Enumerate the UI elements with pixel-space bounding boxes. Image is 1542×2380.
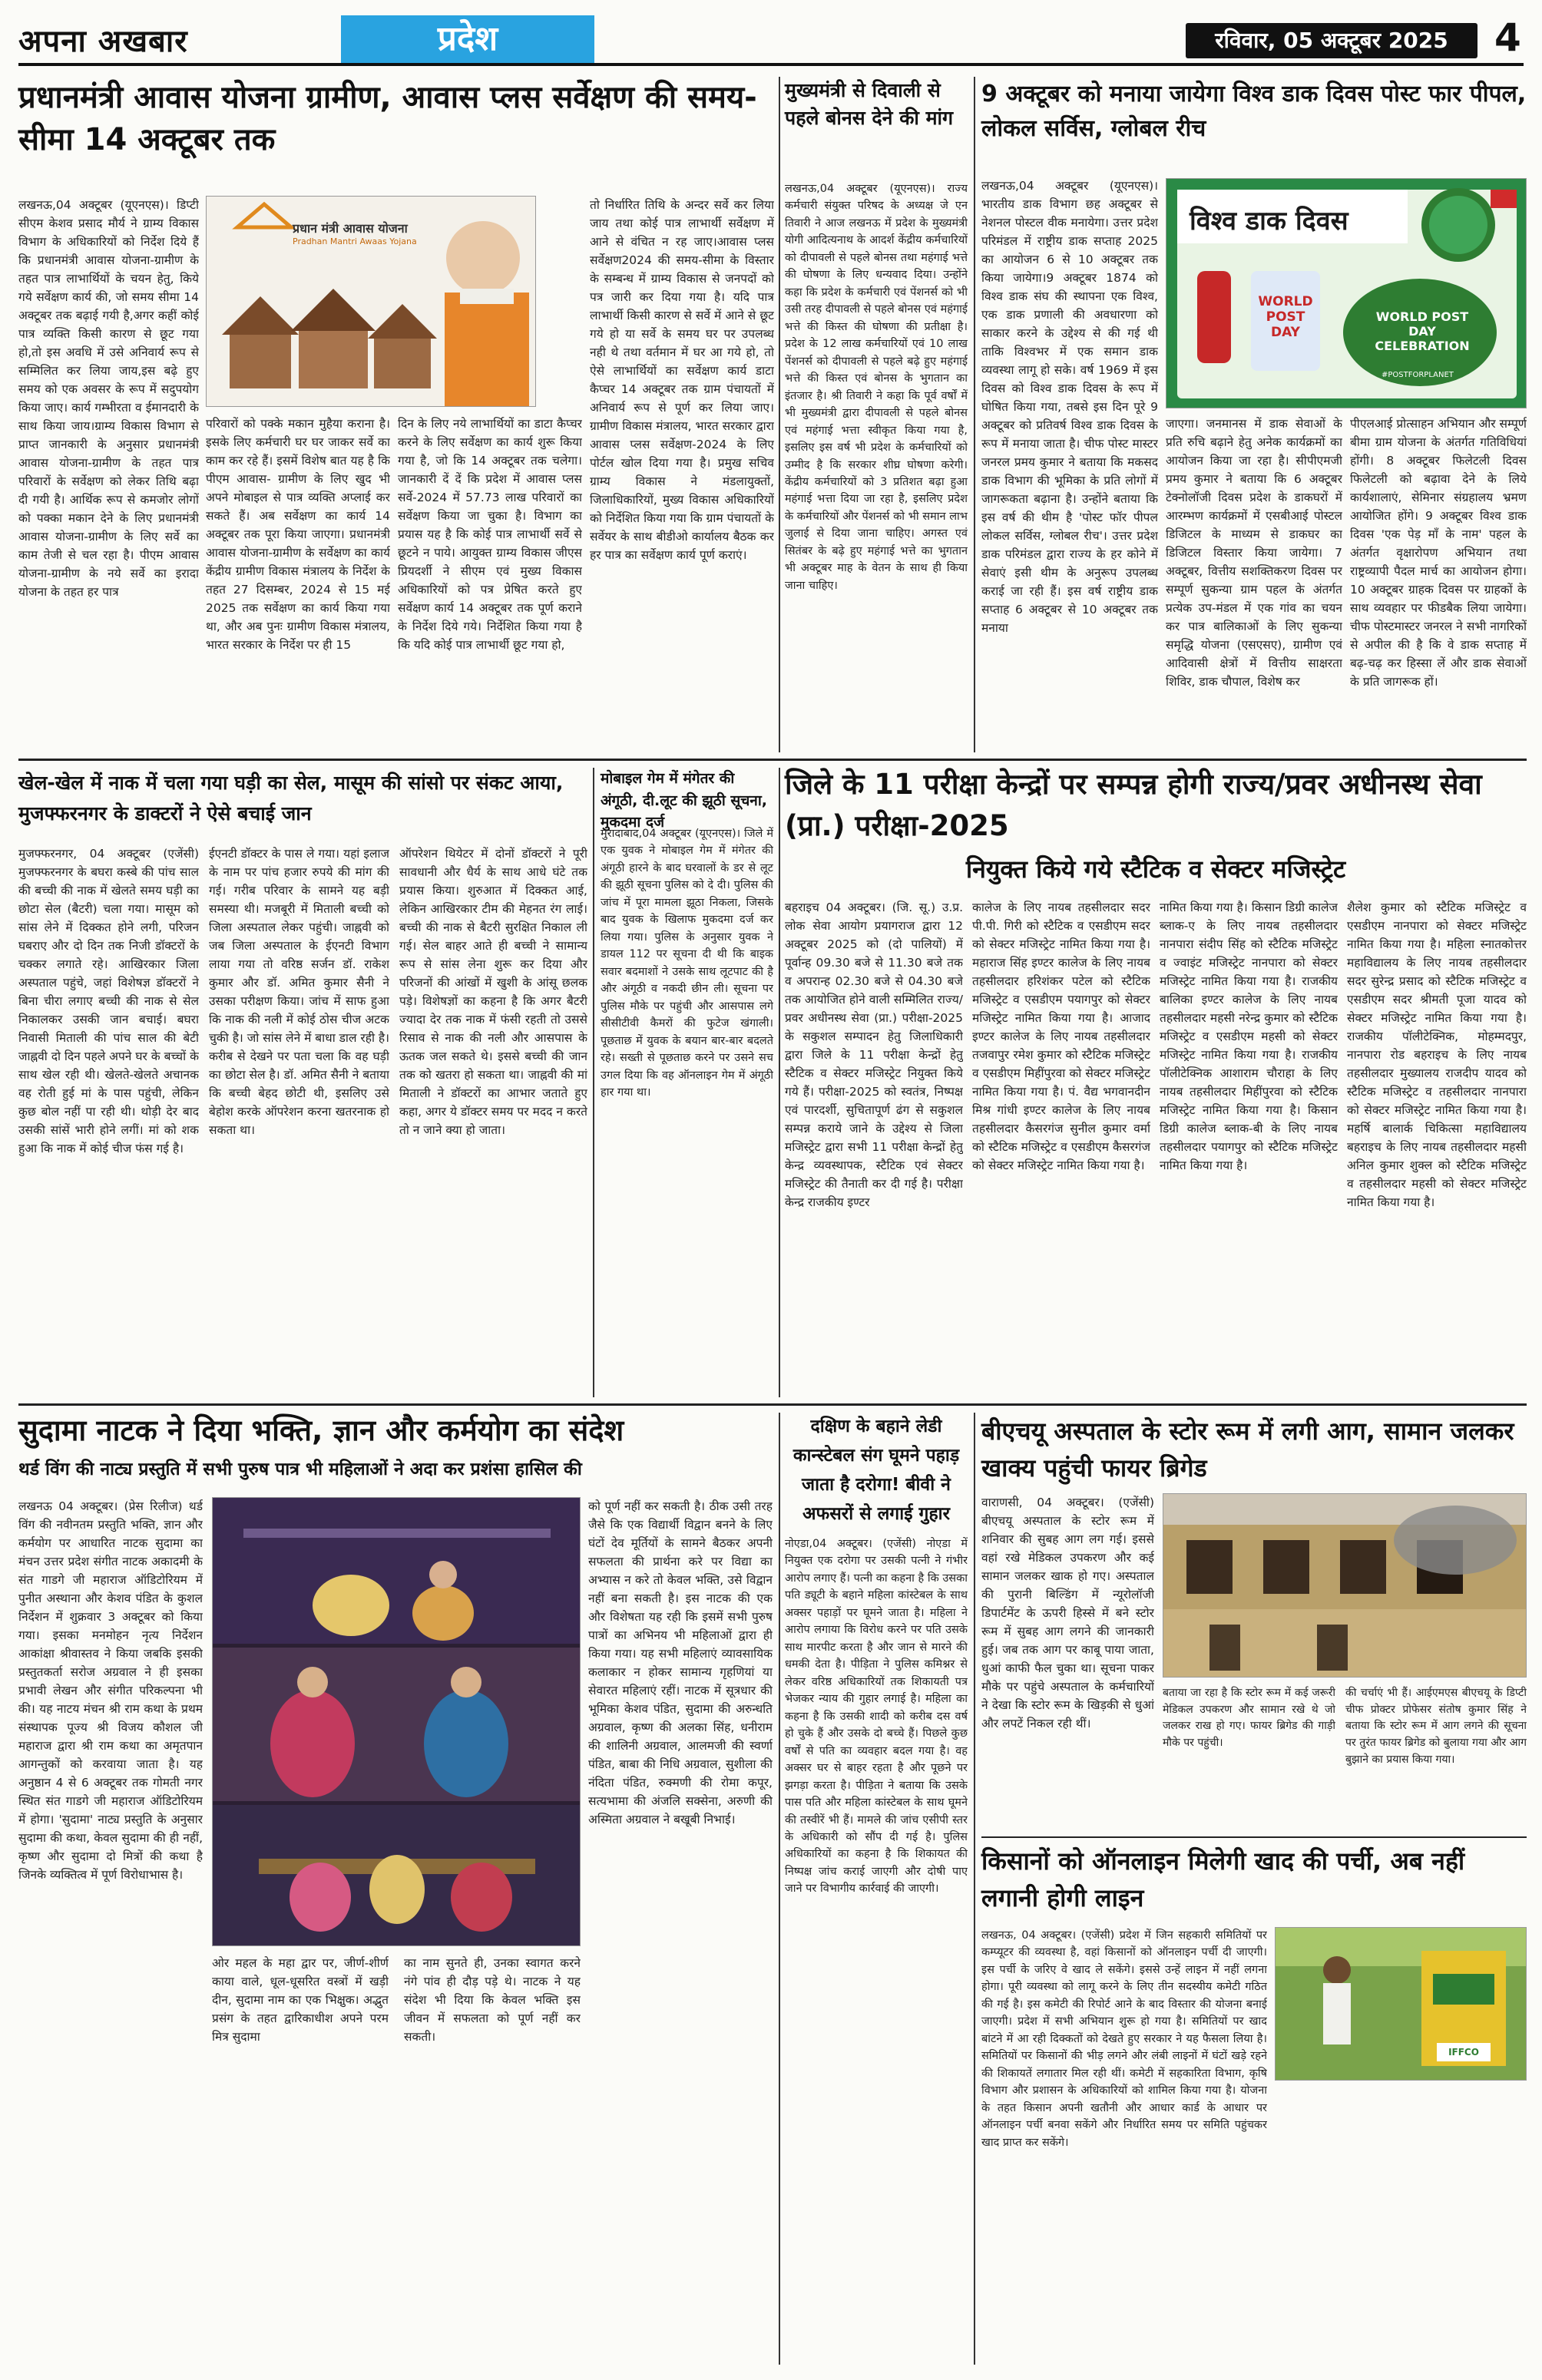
sudama-col-3: ओर महल के महा द्वार पर, जीर्ण-शीर्ण काया वाले, धूल-धूसरित वस्त्रों में खड़ी दीन, सुदामा नाम का एक भिक्षुक। अद्भुत प्रसंग के तहत द्वारिकाधीश अपने परम मित्र सुदामा [212,1956,389,2044]
section-divider [18,759,1527,761]
post-banner-hashtag: #POSTFORPLANET [1382,371,1454,379]
column-rule [779,1413,780,2365]
section-divider [18,1403,1527,1406]
headline-pmay: प्रधानमंत्री आवास योजना ग्रामीण, आवास प्लस सर्वेक्षण की समय-सीमा 14 अक्टूबर तक [18,80,757,158]
pmay-col-3: दिन के लिए नये लाभार्थियों का डाटा कैप्चर करने के लिए सर्वेक्षण का कार्य शुरू किया गया है, जो कि 14 अक्टूबर तक चलेगा। जानकारी दें दें कि प्रदेश में आवास प्लस सर्वे-2024 में 57.73 लाख परिवारों का सर्वेक्षण किया जा चुका है। विभाग का प्रयास यह है कि कोई पात्र लाभार्थी सर्वे से छूटने न पाये। आयुक्त ग्राम्य विकास जीएस प्रियदर्शी ने सीएम एवं मुख्य विकास अधिकारियों को पत्र प्रेषित करते हुए सर्वेक्षण कार्य 14 अक्टूबर तक पूर्ण कराने के निर्देश दिये गये। निर्देशित किया गया है कि यदि कोई पात्र लाभार्थी छूट गया हो, [398,417,582,653]
fire-building [1163,1494,1527,1678]
exam-col-4: शैलेश कुमार को स्टैटिक मजिस्ट्रेट व एसडीएम नानपारा को सेक्टर मजिस्ट्रेट नामित किया गया है। महिला स्नातकोत्तर महाविद्यालय के लिए नायब तहसीलदार सदर सुरेन्द्र प्रसाद को स्टैटिक मजिस्ट्रेट व एसडीएम सदर श्रीमती पूजा यादव को सेक्टर मजिस्ट्रेट नामित किया गया है। राजकीय पॉलीटेक्निक, मोहम्मदपुर, नानपारा रोड बहराइच के लिए नायब तहसीलदार मुख्यालय राजदीप यादव को स्टैटिक मजिस्ट्रेट व तहसीलदार नानपारा को सेक्टर मजिस्ट्रेट नामित किया गया है। महर्षि बालार्क चिकित्सा महाविद्यालय बहराइच के लिए नायब तहसीलदार महसी अनिल कुमार शुक्ल को स्टैटिक मजिस्ट्रेट व तहसीलदार महसी को सेक्टर मजिस्ट्रेट नामित किया गया है। [1347,901,1527,1210]
post-banner-day: WORLD POST DAY [1258,294,1313,340]
post-banner-celebration: WORLD POST DAY CELEBRATION [1375,309,1470,353]
bonus-text: लखनऊ,04 अक्टूबर (यूएनएस)। राज्य कर्मचारी संयुक्त परिषद के अध्यक्ष जे एन तिवारी ने आज लखनऊ में प्रदेश के मुख्यमंत्री योगी आदित्यनाथ के आदर्श केंद्रीय कर्मचारियों को दीपावली से पहले बोनस तथा महंगाई भत्ते की घोषणा के लिए धन्यवाद दिया। उन्होंने कहा कि प्रदेश के कर्मचारी एवं पेंशनर्स को भी उसी तरह दीपावली से पहले बोनस एवं महंगाई भत्ते की किस्त की घोषणा की प्रतीक्षा है। प्रदेश के 12 लाख कर्मचारियों एवं 10 लाख पेंशनर्स को दीपावली से पहले बढ़े हुए महंगाई भत्ते की किस्त एवं बोनस के भुगतान का इंतजार है। श्री तिवारी ने कहा कि पूर्व वर्षों में भी मुख्यमंत्री द्वारा दीपावली से पहले बोनस एवं महंगाई भत्ता स्वीकृत किया गया है, इसलिए इस वर्ष भी प्रदेश के कर्मचारियों को उम्मीद है कि सरकार शीघ्र घोषणा करेगी। केंद्रीय कर्मचारियों को 3 प्रतिशत बढ़ा हुआ महंगाई भत्ता दिया जा रहा है, इसलिए प्रदेश के कर्मचारियों और पेंशनर्स को भी समान लाभ जुलाई से दिया जाना चाहिए। अगस्त एवं सितंबर के बढ़े हुए महंगाई भत्ते का भुगतान भी अक्टूबर माह के वेतन के साथ ही किया जाना चाहिए। [785,183,968,592]
issue-date: रविवार, 05 अक्टूबर 2025 [1186,23,1477,58]
pmay-col-1: लखनऊ,04 अक्टूबर (यूएनएस)। डिप्टी सीएम केशव प्रसाद मौर्य ने ग्राम्य विकास विभाग के अधिकारियों को निर्देश दिये हैं कि प्रधानमंत्री आवास योजना-ग्रामीण के तहत पात्र लाभार्थियों के चयन हेतु, किये गये सर्वेक्षण कार्य की, जो समय सीमा 14 अक्टूबर तक बढ़ाई गयी है,अगर कहीं कोई पात्र व्यक्ति किसी कारण से छूट गया हो,तो इस अवधि में उसे अनिवार्य रूप से सम्मिलित कर लिया जाय,इस बढ़े हुए समय को एक अवसर के रूप में सदुपयोग किया जाए। कार्य गम्भीरता व ईमानदारी के साथ किया जाय।ग्राम्य विकास विभाग से प्राप्त जानकारी के अनुसार प्रधानमंत्री आवास योजना-ग्रामीण के तहत पात्र परिवारों के सर्वेक्षण को लेकर तिथि बढ़ा दी गयी है। आर्थिक रूप से कमजोर लोगों को पक्का मकान देने के लिए प्रधानमंत्री आवास योजना-ग्रामीण के लिए सर्वे का काम तेजी से चल रहा है। पीएम आवास योजना-ग्रामीण के नये सर्वे का इरादा योजना के तहत हर पात्र [18,198,199,600]
nose-col-3: ऑपरेशन थियेटर में दोनों डॉक्टरों ने पूरी सावधानी और धैर्य के साथ आधे घंटे तक प्रयास किया। शुरुआत में दिक्कत आई, लेकिन आखिरकार टीम की मेहनत रंग लाई। बच्ची की नाक से बैटरी सुरक्षित निकाल ली गई। सेल बाहर आते ही बच्ची ने सामान्य रूप से सांस लेना शुरू कर दिया और परिजनों की आंखों में खुशी के आंसू छलक पड़े। विशेषज्ञों का कहना है कि अगर बैटरी ज्यादा देर तक नाक में फंसी रहती तो उससे रिसाव से नाक की नली और आसपास के ऊतक जल सकते थे। इससे बच्ची की जान तक को खतरा हो सकता था। जाह्नवी की मां मिताली ने डॉक्टरों का आभार जताते हुए कहा, अगर ये डॉक्टर समय पर मदद न करते तो न जाने क्या हो जाता। [399,847,587,1138]
farmer-text: लखनऊ, 04 अक्टूबर। (एजेंसी) प्रदेश में जिन सहकारी समितियों पर कम्प्यूटर की व्यवस्था है, वहां किसानों को ऑनलाइन पर्ची दी जाएगी। इस पर्ची के जरिए वे खाद ले सकेंगे। इससे उन्हें लाइन में नहीं लगना होगा। पूरी व्यवस्था को लागू करने के लिए तीन सदस्यीय कमेटी गठित की गई है। इस कमेटी की रिपोर्ट आने के बाद विस्तार की योजना बनाई जाएगी। प्रदेश में सभी अभियान शुरू हो गया है। समितियों पर खाद बांटने में आ रही दिक्कतों को देखते हुए सरकार ने यह फैसला लिया है। समितियों पर किसानों की भीड़ लगने और लंबी लाइनों में घंटों खड़े रहने की शिकायतें लगातार मिल रही थीं। कमेटी में सहकारिता विभाग, कृषि विभाग और प्रशासन के अधिकारियों को शामिल किया गया है। योजना के तहत किसान अपनी खतौनी और आधार कार्ड के आधार पर ऑनलाइन पर्ची बनवा सकेंगे और निर्धारित समय पर समिति पहुंचकर खाद प्राप्त कर सकेंगे। [981,1929,1267,2149]
nose-col-1: मुजफ्फरनगर, 04 अक्टूबर (एजेंसी) मुजफ्फरनगर के बघरा कस्बे की पांच साल की बच्ची की नाक में खेलते समय घड़ी का छोटा सेल (बैटरी) चला गया। मासूम को सांस लेने में दिक्कत होने लगी, परिजन घबराए और दो दिन तक निजी डॉक्टरों के चक्कर लगाते रहे। आखिरकार जिला अस्पताल पहुंचे, जहां विशेषज्ञ डॉक्टरों ने बिना चीरा लगाए बच्ची की नाक से सेल निकालकर उसकी जान बचाई। बघरा निवासी मिताली की पांच साल की बेटी जाह्नवी दो दिन पहले अपने घर के बच्चों के साथ खेल रही थी। खेलते-खेलते अचानक वह रोती हुई मां के पास पहुंची, लेकिन कुछ बोल नहीं पा रही थी। थोड़ी देर बाद उसकी सांसें भारी होने लगीं। मां को शक हुआ कि नाक में कोई चीज फंस गई है। [18,847,199,1156]
sudama-photo-collage [212,1497,581,1946]
iffco-bag-label: IFFCO [1448,2047,1479,2058]
headline-sudama: सुदामा नाटक ने दिया भक्ति, ज्ञान और कर्मयोग का संदेश [18,1413,624,1447]
section-label: प्रदेश [341,15,594,63]
pmay-photo [206,196,536,407]
ring-text: मुरादाबाद,04 अक्टूबर (यूएनएस)। जिले में एक युवक ने मोबाइल गेम में मंगेतर की अंगूठी हारने के बाद घरवालों के डर से लूट की झूठी सूचना पुलिस को दे दी। पुलिस की जांच में पूरा मामला झूठा निकला, जिसके बाद युवक के खिलाफ मुकदमा दर्ज कर लिया गया। पुलिस के अनुसार युवक ने डायल 112 पर सूचना दी थी कि बाइक सवार बदमाशों ने उसके साथ लूटपाट की है और अंगूठी व नकदी छीन ली। सूचना पर पुलिस मौके पर पहुंची और आसपास लगे सीसीटीवी कैमरों की फुटेज खंगाली। पूछताछ में युवक के बयान बार-बार बदलते रहे। सख्ती से पूछताछ करने पर उसने सच उगल दिया कि वह ऑनलाइन गेम में अंगूठी हार गया था। [601,828,773,1099]
headline-lady: दक्षिण के बहाने लेडी कान्स्टेबल संग घूमने पहाड़ जाता है दरोगा! बीवी ने अफसरों से लगाई गुहार [793,1416,960,1524]
exam-col-2: कालेज के लिए नायब तहसीलदार सदर पी.पी. गिरी को स्टैटिक व एसडीएम सदर को सेक्टर मजिस्ट्रेट नामित किया गया है। महाराज सिंह इण्टर कालेज के लिए नायब तहसीलदार हरिशंकर पटेल को स्टैटिक मजिस्ट्रेट व एसडीएम पयागपुर को सेक्टर मजिस्ट्रेट नामित किया गया है। आजाद इण्टर कालेज के लिए नायब तहसीलदार तजवापुर रमेश कुमार को स्टैटिक मजिस्ट्रेट व एसडीएम मिहींपुरवा को सेक्टर मजिस्ट्रेट नामित किया गया है। पं. वैद्य भगवानदीन मिश्र गांधी इण्टर कालेज के लिए नायब तहसीलदार कैसरगंज सुनील कुमार वर्मा को स्टैटिक मजिस्ट्रेट व एसडीएम कैसरगंज को सेक्टर मजिस्ट्रेट नामित किया गया है। [972,901,1150,1173]
fire-col-1: वाराणसी, 04 अक्टूबर। (एजेंसी) बीएचयू अस्पताल के स्टोर रूम में शनिवार की सुबह आग लग गई। इससे वहां रखे मेडिकल उपकरण और कई सामान जलकर खाक हो गए। अस्पताल की पुरानी बिल्डिंग में न्यूरोलॉजी डिपार्टमेंट के ऊपरी हिस्से में बने स्टोर रूम में सुबह आग लगने की जानकारी हुई। जब तक आग पर काबू पाया जाता, धुआं काफी फैल चुका था। सूचना पाकर मौके पर पहुंचे अस्पताल के कर्मचारियों ने देखा कि स्टोर रूम के खिड़की से धुआं और लपटें निकल रही थीं। [981,1496,1154,1731]
section-divider [981,1836,1527,1838]
headline-nose: खेल-खेल में नाक में चला गया घड़ी का सेल, मासूम की सांसो पर संकट आया, मुजफ्फरनगर के डाक्टरों ने ऐसे बचाई जान [18,772,564,825]
fire-col-2: की चर्चाएं भी हैं। आईएमएस बीएचयू के डिप्टी चीफ प्रोक्टर प्रोफेसर संतोष कुमार सिंह ने बताया कि स्टोर रूम में आग लगने की सूचना पर तुरंत फायर ब्रिगेड को बुलाया गया और आग बुझाने का प्रयास किया गया। [1345,1687,1527,1766]
sudama-col-2: को पूर्ण नहीं कर सकती है। ठीक उसी तरह जैसे कि एक विद्यार्थी विद्वान बनने के लिए घंटों देव मूर्तियों के सामने बैठकर अपनी सफलता की प्रार्थना करे पर विद्या का अभ्यास न करे तो केवल भक्ति, उसे विद्वान नहीं बना सकती है। इस नाटक की एक और विशेषता यह रही कि इसमें सभी पुरुष पात्रों का अभिनय भी महिलाओं द्वारा ही किया गया। यह सभी महिलाएं व्यावसायिक कलाकार न होकर सामान्य गृहणियां या सेवारत महिलाएं रहीं। नाटक में सूत्रधार की भूमिका केशव पंडित, सुदामा की अरुन्धति अग्रवाल, कृष्ण की अलका सिंह, धनीराम की शालिनी अग्रवाल, आलमजी की स्वर्णा पंडित, बाबा की निधि अग्रवाल, सुशीला की नंदिता पंडित, रुक्मणी की रोमा कपूर, सत्यभामा की अंजलि सक्सेना, अरुणी की अस्मिता अग्रवाल ने बखूबी निभाई। [588,1499,773,1827]
newspaper-name: अपना अखबार [18,24,188,59]
column-rule [779,77,780,752]
fire-caption: बताया जा रहा है कि स्टोर रूम में कई जरूरी मेडिकल उपकरण और सामान रखे थे जो जलकर राख हो गए। फायर ब्रिगेड की गाड़ी मौके पर पहुंची। [1163,1687,1335,1750]
post-col-2: जाएगा। जनमानस में डाक सेवाओं के प्रति रुचि बढ़ाने हेतु अनेक कार्यक्रमों का आयोजन किया जा रहा है। सीपीएमजी प्रमय कुमार ने बताया कि 6 अक्टूबर टेक्नोलॉजी दिवस प्रदेश के डाकघरों में आरम्भण कार्यक्रमों में एसबीआई पोस्टल डिजिटल के माध्यम से डाकघर का डिजिटल विस्तार किया जायेगा। 7 अक्टूबर, वित्तीय सशक्तिकरण दिवस पर सम्पूर्ण सुकन्या ग्राम पहल के अंतर्गत प्रत्येक उप-मंडल में एक गांव का चयन कर पात्र बालिकाओं के लिए सुकन्या समृद्धि योजना (एसएसए), ग्रामीण एवं आदिवासी क्षेत्रों में वित्तीय साक्षरता शिविर, डाक चौपाल, विशेष कर [1166,417,1342,689]
headline-bonus: मुख्यमंत्री से दिवाली से पहले बोनस देने की मांग [785,79,954,130]
pmay-col-4: तो निर्धारित तिथि के अन्दर सर्वे कर लिया जाय तथा कोई पात्र लाभार्थी सर्वेक्षण में आने से वंचित न रह जाए।आवास प्लस सर्वेक्षण2024 की समय-सीमा के विस्तार के सम्बन्ध में ग्राम्य विकास से जनपदों को पत्र जारी कर दिया गया है। यदि पात्र लाभार्थी किसी कारण से सर्वे में आने से छूट गये हो या सर्वे के समय घर पर उपलब्ध नही थे तथा वर्तमान में घर आ गये हो, तो ऐसे लाभार्थियों का सर्वेक्षण कार्य डाटा कैप्चर 14 अक्टूबर तक ग्राम पंचायतों में अनिवार्य रूप से पूर्ण कर लिया जाए। ग्रामीण विकास मंत्रालय, भारत सरकार द्वारा आवास प्लस सर्वेक्षण-2024 के लिए पोर्टल खोल दिया गया है। प्रमुख सचिव ग्राम्य विकास ने मंडलायुक्तों, जिलाधिकारियों, मुख्य विकास अधिकारियों को निर्देशित किया गया कि ग्राम पंचायतों के सर्वेयर के साथ बीडीओ कार्यालय बैठक कर हर पात्र का सर्वेक्षण कार्य पूर्ण कराएं। [590,198,774,563]
headline-farmer: किसानों को ऑनलाइन मिलेगी खाद की पर्ची, अब नहीं लगानी होगी लाइन [981,1846,1465,1912]
column-rule [593,768,594,1397]
fire-photo [1163,1493,1527,1678]
nose-col-2: ईएनटी डॉक्टर के पास ले गया। यहां इलाज के नाम पर पांच हजार रुपये की मांग की गई। गरीब परिवार के सामने यह बड़ी समस्या थी। मजबूरी में मिताली बच्ची को जिला अस्पताल लेकर पहुंची। जाह्नवी को जब जिला अस्पताल के ईएनटी विभाग लाया गया तो वरिष्ठ सर्जन डॉ. राकेश कुमार और डॉ. अमित कुमार सैनी ने उसका परीक्षण किया। जांच में साफ हुआ कि नाक की नली में कोई ठोस चीज अटक चुकी है। जो सांस लेने में बाधा डाल रही है। करीब से देखने पर पता चला कि वह घड़ी का छोटा सेल है। डॉ. अमित सैनी ने बताया कि बच्ची बेहद छोटी थी, इसलिए उसे बेहोश करके ऑपरेशन करना खतरनाक हो सकता था। [209,847,389,1138]
lady-text: नोएडा,04 अक्टूबर। (एजेंसी) नोएडा में नियुक्त एक दरोगा पर उसकी पत्नी ने गंभीर आरोप लगाए हैं। पत्नी का कहना है कि उसका पति ड्यूटी के बहाने महिला कांस्टेबल के साथ अक्सर पहाड़ों पर घूमने जाता है। महिला ने आरोप लगाया कि विरोध करने पर पति उसके साथ मारपीट करता है और जान से मारने की धमकी देता है। पीड़िता ने पुलिस कमिश्नर से लेकर वरिष्ठ अधिकारियों तक शिकायती पत्र भेजकर न्याय की गुहार लगाई है। महिला का कहना है कि उसकी शादी को करीब दस वर्ष हो चुके हैं और उसके दो बच्चे हैं। पिछले कुछ वर्षों से पति का व्यवहार बदल गया है। वह अक्सर घर से बाहर रहता है और पूछने पर झगड़ा करता है। पीड़िता ने बताया कि उसके पास पति और महिला कांस्टेबल के साथ घूमने की तस्वीरें भी हैं। मामले की जांच एसीपी स्तर के अधिकारी को सौंप दी गई है। पुलिस अधिकारियों का कहना है कि शिकायत की निष्पक्ष जांच कराई जाएगी और दोषी पाए जाने पर विभागीय कार्रवाई की जाएगी। [785,1538,968,1896]
subhead-sudama: थर्ड विंग की नाट्य प्रस्तुति में सभी पुरुष पात्र भी महिलाओं ने अदा कर प्रशंसा हासिल की [18,1459,582,1479]
sudama-col-4: का नाम सुनते ही, उनका स्वागत करने नंगे पांव ही दौड़ पड़े थे। नाटक ने यह संदेश भी दिया कि केवल भक्ति इस जीवन में सफलता को पूर्ण नहीं कर सकती। [404,1956,581,2044]
exam-col-3: नामित किया गया है। किसान डिग्री कालेज ब्लाक-ए के लिए नायब तहसीलदार नानपारा संदीप सिंह को स्टैटिक मजिस्ट्रेट व ज्वाइंट मजिस्ट्रेट नानपारा को सेक्टर मजिस्ट्रेट नामित किया गया है। राजकीय बालिका इण्टर कालेज के लिए नायब तहसीलदार महसी नरेन्द्र कुमार को स्टैटिक मजिस्ट्रेट व एसडीएम महसी को सेक्टर मजिस्ट्रेट नामित किया गया है। राजकीय पॉलीटेक्निक आशाराम चौराहा के लिए नायब तहसीलदार मिहींपुरवा को स्टैटिक मजिस्ट्रेट नामित किया गया है। किसान डिग्री कालेज ब्लाक-बी के लिए नायब तहसीलदार पयागपुर को स्टैटिक मजिस्ट्रेट नामित किया गया है। [1160,901,1338,1173]
headline-post: 9 अक्टूबर को मनाया जायेगा विश्व डाक दिवस पोस्ट फार पीपल, लोकल सर्विस, ग्लोबल रीच [981,81,1527,142]
masthead [18,15,1524,66]
page-number: 4 [1494,15,1521,60]
pmay-logo-subtext: Pradhan Mantri Awaas Yojana [293,236,417,246]
post-col-1: लखनऊ,04 अक्टूबर (यूएनएस)। भारतीय डाक विभाग छह अक्टूबर से नेशनल पोस्टल वीक मनायेगा। उत्तर प्रदेश परिमंडल में राष्ट्रीय डाक सप्ताह 2025 का आयोजन 6 से 10 अक्टूबर तक किया जायेगा।9 अक्टूबर 1874 को विश्व डाक संघ की स्थापना एक विश्व, एक डाक प्रणाली की अवधारणा को साकार करने के उद्देश्य से की गई थी ताकि विश्वभर में एक समान डाक व्यवस्था लागू हो सके। वर्ष 1969 में इस दिवस को विश्व डाक दिवस के रूप में घोषित किया गया, तबसे इस दिन पूरे 9 अक्टूबर को प्रतिवर्ष विश्व डाक दिवस के रूप में मनाया जाता है। चीफ पोस्ट मास्टर जनरल प्रमय कुमार ने बताया कि मकसद डाक विभाग की भूमिका के प्रति लोगों में जागरूकता बढ़ाना है। उन्होंने बताया कि इस वर्ष की थीम है 'पोस्ट फॉर पीपल लोकल सर्विस, ग्लोबल रीच'। उत्तर प्रदेश डाक परिमंडल द्वारा राज्य के हर कोने में सेवाएं इसी थीम के अनुरूप उपलब्ध कराई जा रही हैं। इस वर्ष राष्ट्रीय डाक सप्ताह 6 अक्टूबर से 10 अक्टूबर तक मनाया [981,179,1158,636]
pmay-logo-text: प्रधान मंत्री आवास योजना [293,221,408,236]
farmer-photo [1275,1927,1527,2081]
headline-fire: बीएचयू अस्पताल के स्टोर रूम में लगी आग, सामान जलकर खाक्य पहुंची फायर ब्रिगेड [981,1416,1514,1483]
column-rule [974,77,975,752]
subhead-exam: नियुक्त किये गये स्टैटिक व सेक्टर मजिस्ट्रेट [965,854,1346,884]
pmay-col-2: परिवारों को पक्के मकान मुहैया कराना है। इसके लिए कर्मचारी घर घर जाकर सर्वे का काम कर रहे हैं। इसमें विशेष बात यह है कि पीएम आवास- ग्रामीण के लिए खुद भी अपने मोबाइल से पात्र व्यक्ति अप्लाई कर सकते हैं। अब सर्वेक्षण का कार्य 14 अक्टूबर तक पूरा किया जाएगा। प्रधानमंत्री आवास योजना-ग्रामीण के सर्वेक्षण का कार्य केंद्रीय ग्रामीण विकास मंत्रालय के निर्देश के तहत 27 दिसम्बर, 2024 से 15 मई 2025 तक सर्वेक्षण का कार्य किया गया था, और अब पुनः ग्रामीण विकास मंत्रालय, भारत सरकार के निर्देश पर ही 15 [206,417,390,653]
headline-exam: जिले के 11 परीक्षा केन्द्रों पर सम्पन्न होगी राज्य/प्रवर अधीनस्थ सेवा (प्रा.) परीक्षा-2025 [785,768,1482,842]
column-rule [974,1413,975,2365]
post-banner-title: विश्व डाक दिवस [1190,206,1348,236]
column-rule [779,768,780,1397]
exam-col-1: बहराइच 04 अक्टूबर। (जि. सू.) उ.प्र. लोक सेवा आयोग प्रयागराज द्वारा 12 अक्टूबर 2025 को (दो पालियों) में पूर्वान्ह 09.30 बजे से 11.30 बजे तक व अपरान्ह 02.30 बजे से 04.30 बजे तक आयोजित होने वाली सम्मिलित राज्य/प्रवर अधीनस्थ सेवा (प्रा.) परीक्षा-2025 के सकुशल सम्पादन हेतु जिलाधिकारी द्वारा जिले के 11 परीक्षा केन्द्रों हेतु स्टैटिक व सेक्टर मजिस्ट्रेट नियुक्त किये गये हैं। परीक्षा-2025 को स्वतंत्र, निष्पक्ष एवं पारदर्शी, सुचितापूर्ण ढंग से सकुशल सम्पन्न कराये जाने के उद्देश्य से जिला मजिस्ट्रेट द्वारा सभी 11 परीक्षा केन्द्रों हेतु केन्द्र व्यवस्थापक, स्टैटिक एवं सेक्टर मजिस्ट्रेट की तैनाती कर दी गई है। परीक्षा केन्द्र राजकीय इण्टर [785,901,963,1210]
sudama-stage-photos [213,1498,581,1946]
headline-ring: मोबाइल गेम में मंगेतर की अंगूठी, दी.लूट की झूठी सूचना, मुकदमा दर्ज [601,770,767,831]
sudama-col-1: लखनऊ 04 अक्टूबर। (प्रेस रिलीज) थर्ड विंग की नवीनतम प्रस्तुति भक्ति, ज्ञान और कर्मयोग पर आधारित नाटक सुदामा का मंचन उत्तर प्रदेश संगीत नाटक अकादमी के संत गाडगे जी महाराज ऑडिटोरियम में पुनीत अस्थाना और केशव पंडित के कुशल निर्देशन में शुक्रवार 3 अक्टूबर को किया गया। इसका मनमोहन नृत्य निर्देशन आकांक्षा श्रीवास्तव ने किया जबकि इसकी प्रस्तुतकर्ता सरोज अग्रवाल ने ही इसका प्रभावी लेखन और संगीत परिकल्पना भी की। यह नाटय मंचन श्री राम कथा के प्रथम संस्थापक पूज्य श्री विजय कौशल जी महाराज द्वारा श्री राम कथा का अमृतपान आगन्तुकों को करवाया जाता है। यह अनुष्ठान 4 से 6 अक्टूबर तक गोमती नगर स्थित संत गाडगे जी महाराज ऑडिटोरियम में होगा। 'सुदामा' नाट्य प्रस्तुति के अनुसार सुदामा की कथा, केवल सुदामा की ही नहीं, कृष्ण और सुदामा दो मित्रों की कथा है जिनके व्यक्तित्व में पूर्ण विरोधाभास है। [18,1499,203,1883]
post-day-banner [1166,178,1527,408]
post-col-3: पीएलआई प्रोत्साहन अभियान और सम्पूर्ण बीमा ग्राम योजना के अंतर्गत गतिविधियां होंगी। 8 अक्टूबर फिलेटली दिवस फिलेटली को बढ़ावा देने के लिये कार्यशालाएं, सेमिनार संग्रहालय भ्रमण आयोजित होंगे। 9 अक्टूबर विश्व डाक दिवस 'एक पेड़ माँ के नाम' पहल के अंतर्गत वृक्षारोपण अभियान तथा राष्ट्रव्यापी पैदल मार्च का आयोजन होगा। 10 अक्टूबर ग्राहक दिवस पर ग्राहकों के साथ व्यवहार पर फीडबैक लिया जायेगा। चीफ पोस्टमास्टर जनरल ने सभी नागरिकों से अपील की है कि वे डाक सप्ताह में बढ़-चढ़ कर हिस्सा लें और डाक सेवाओं के प्रति जागरूक हों। [1350,417,1527,689]
